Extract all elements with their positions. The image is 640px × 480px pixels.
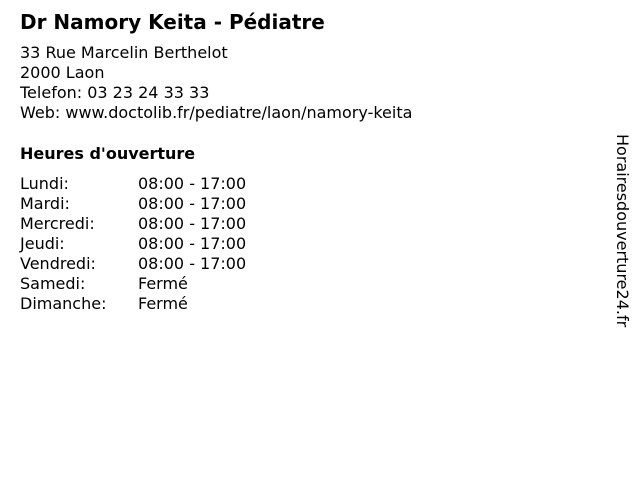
phone-line: Telefon: 03 23 24 33 33	[20, 83, 210, 102]
contact-block	[20, 43, 412, 123]
day-hours: 08:00 - 17:00	[138, 234, 247, 253]
day-hours: Fermé	[138, 274, 188, 293]
day-label: Vendredi:	[20, 254, 96, 273]
day-label: Mercredi:	[20, 214, 95, 233]
day-label: Mardi:	[20, 194, 70, 213]
day-hours: 08:00 - 17:00	[138, 214, 247, 233]
practitioner-name: Dr Namory Keita - Pédiatre	[20, 10, 325, 34]
web-line: Web: www.doctolib.fr/pediatre/laon/namory-keita	[20, 103, 413, 122]
address-street: 33 Rue Marcelin Berthelot	[20, 43, 228, 62]
day-hours: 08:00 - 17:00	[138, 194, 247, 213]
site-brand-vertical: Horairesdouverture24.fr	[613, 134, 632, 328]
opening-hours-heading: Heures d'ouverture	[20, 144, 196, 163]
day-label: Dimanche:	[20, 294, 107, 313]
day-label: Lundi:	[20, 174, 69, 193]
address-city: 2000 Laon	[20, 63, 105, 82]
day-label: Jeudi:	[20, 234, 65, 253]
day-hours: 08:00 - 17:00	[138, 254, 247, 273]
day-label: Samedi:	[20, 274, 86, 293]
day-hours: 08:00 - 17:00	[138, 174, 247, 193]
day-hours: Fermé	[138, 294, 188, 313]
